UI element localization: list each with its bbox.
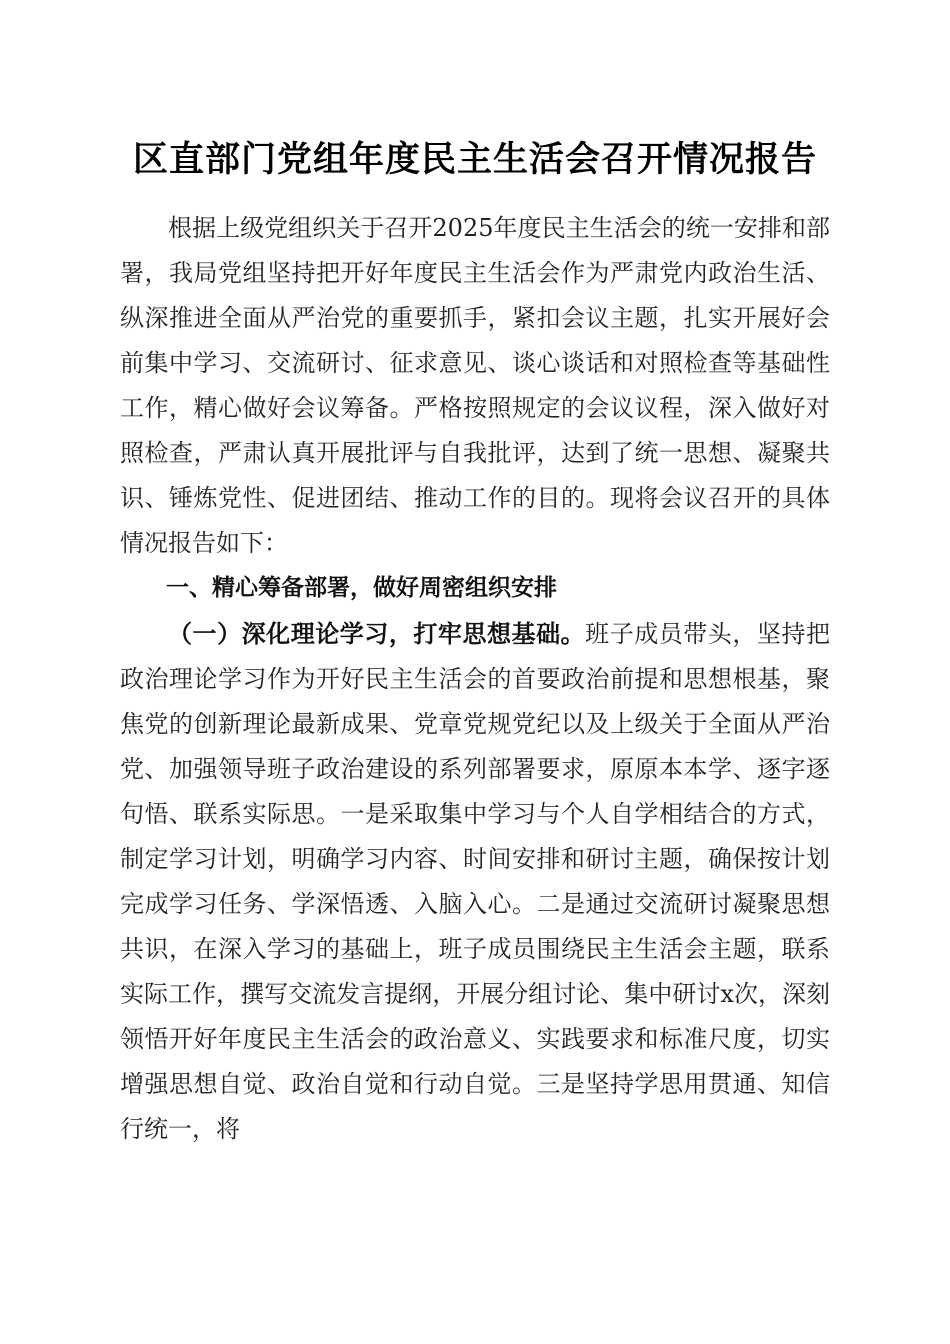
document-body [120,206,830,1152]
intro-paragraph: 根据上级党组织关于召开2025年度民主生活会的统一安排和部署，我局党组坚持把开好年度民主生活会作为严肃党内政治生活、纵深推进全面从严治党的重要抓手，紧扣会议主题，扎实开展好会前集中学习、交流研讨、征求意见、谈心谈话和对照检查等基础性工作，精心做好会议筹备。严格按照规定的会议议程，深入做好对照检查，严肃认真开展批评与自我批评，达到了统一思想、凝聚共识、锤炼党性、促进团结、推动工作的目的。现将会议召开的具体情况报告如下： [120,214,830,557]
subsection-paragraph [120,611,830,1152]
document-title: 区直部门党组年度民主生活会召开情况报告 [132,139,817,180]
section-heading: 一、精心筹备部署，做好周密组织安排 [166,575,557,601]
subsection-text: 班子成员带头，坚持把政治理论学习作为开好民主生活会的首要政治前提和思想根基，聚焦党的创新理论最新成果、党章党规党纪以及上级关于全面从严治党、加强领导班子政治建设的系列部署要求，原原本本学、逐字逐句悟、联系实际思。一是采取集中学习与个人自学相结合的方式，制定学习计划，明确学习内容、时间安排和研讨主题，确保按计划完成学习任务、学深悟透、入脑入心。二是通过交流研讨凝聚思想共识，在深入学习的基础上，班子成员围绕民主生活会主题，联系实际工作，撰写交流发言提纲，开展分组讨论、集中研讨x次，深刻领悟开好年度民主生活会的政治意义、实践要求和标准尺度，切实增强思想自觉、政治自觉和行动自觉。三是坚持学思用贯通、知信行统一，将 [120,620,831,1143]
subsection-heading: （一）深化理论学习，打牢思想基础。 [168,619,586,648]
